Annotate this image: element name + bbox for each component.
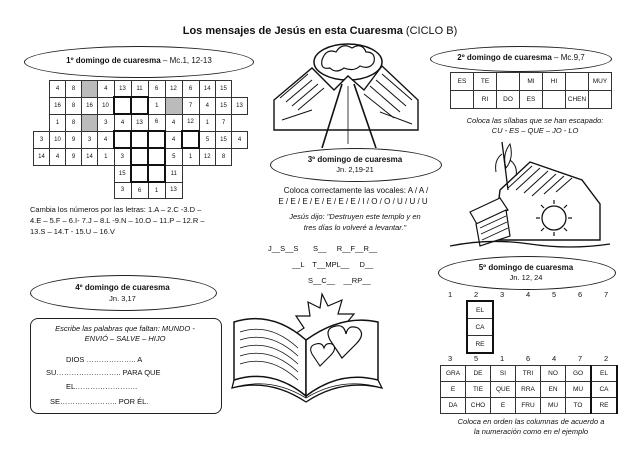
syllable-cell: RRA	[516, 382, 541, 398]
s4-instr-2: ENVIÓ – SALVE – HIJO	[84, 334, 166, 343]
grid-cell	[82, 182, 98, 199]
grid-cell: 3	[82, 131, 98, 148]
column-number: 6	[526, 354, 531, 363]
grid-cell	[34, 97, 50, 114]
grid-cell	[199, 165, 216, 182]
s2-heading: 2º domingo de cuaresma – Mc.9,7	[457, 53, 585, 62]
grid-cell: 3	[114, 182, 131, 199]
syllable-cell: QUE	[491, 382, 516, 398]
grid-cell: 6	[148, 114, 165, 131]
column-number: 2	[604, 354, 609, 363]
s4-instr-1: Escribe las palabras que faltan: MUNDO -	[55, 324, 195, 333]
grid-cell	[114, 131, 131, 148]
grid-cell	[131, 148, 148, 165]
s4-line-1: DIOS ……………….. A	[66, 355, 143, 364]
syllable-cell	[589, 91, 612, 109]
open-book-heart-illustration	[226, 292, 394, 404]
grid-cell: 8	[66, 81, 82, 98]
grid-cell: 15	[216, 97, 232, 114]
column-number: 7	[578, 354, 583, 363]
grid-cell	[131, 131, 148, 148]
grid-cell: 15	[114, 165, 131, 182]
grid-cell	[66, 165, 82, 182]
syllable-cell: E	[491, 398, 516, 414]
grid-cell: 3	[114, 148, 131, 165]
syllable-cell: TIE	[466, 382, 491, 398]
grid-cell: 4	[165, 114, 182, 131]
syllable-cell	[566, 73, 589, 91]
s2-note-1: Coloca las sílabas que se han escapado:	[466, 116, 604, 125]
grid-cell: 6	[182, 81, 199, 98]
grid-cell	[114, 97, 131, 114]
grid-cell	[131, 165, 148, 182]
grid-cell	[232, 165, 248, 182]
s3-quote-2: tres días lo volveré a levantar."	[303, 223, 407, 232]
column-number: 2	[474, 290, 479, 299]
column-number: 7	[604, 290, 609, 299]
grid-cell: 10	[50, 131, 66, 148]
grid-cell: 1	[182, 148, 199, 165]
syllable-cell	[497, 73, 520, 91]
grid-cell: 8	[66, 97, 82, 114]
page-title	[0, 25, 640, 37]
syllable-cell: CHEN	[566, 91, 589, 109]
s1-legend-1: Cambia los números por las letras: 1.A – 2.C -3.D –	[30, 205, 202, 214]
syllable-cell: DO	[497, 91, 520, 109]
syllable-cell: MUY	[589, 73, 612, 91]
grid-cell	[216, 165, 232, 182]
column-number: 5	[552, 290, 557, 299]
syllable-cell	[543, 91, 566, 109]
grid-cell	[232, 148, 248, 165]
grid-cell: 11	[165, 165, 182, 182]
grid-cell: 6	[131, 182, 148, 199]
s5-bottom-numbers	[440, 354, 622, 364]
grid-cell	[82, 81, 98, 98]
grid-cell: 13	[232, 97, 248, 114]
grid-cell	[232, 182, 248, 199]
column-number: 5	[474, 354, 479, 363]
syllable-cell: ES	[451, 73, 474, 91]
syllable-cell: HI	[543, 73, 566, 91]
s2-syllable-grid	[450, 72, 612, 109]
grid-cell: 14	[199, 81, 216, 98]
grid-cell: 16	[50, 97, 66, 114]
grid-cell	[82, 165, 98, 182]
column-number: 1	[448, 290, 453, 299]
grid-cell	[50, 182, 66, 199]
example-cell: RE	[467, 336, 493, 354]
example-cell: CA	[467, 319, 493, 336]
syllable-cell: GRA	[441, 366, 466, 382]
grid-cell	[131, 97, 148, 114]
grid-cell: 3	[34, 131, 50, 148]
grid-cell: 4	[98, 81, 115, 98]
grid-cell	[165, 97, 182, 114]
column-number: 3	[500, 290, 505, 299]
grid-cell	[148, 165, 165, 182]
grid-cell	[182, 165, 199, 182]
grid-cell	[182, 131, 199, 148]
grid-cell	[182, 182, 199, 199]
s3-quote-1: Jesús dijo: "Destruyen este templo y en	[289, 212, 421, 221]
grid-cell	[148, 131, 165, 148]
s4-line-3: EL…………………….	[66, 382, 138, 391]
grid-cell: 1	[50, 114, 66, 131]
syllable-cell: TE	[474, 73, 497, 91]
s2-note-2: CU - ES – QUE – JO - LO	[491, 126, 579, 135]
grid-cell: 1	[199, 114, 216, 131]
grid-cell: 9	[66, 131, 82, 148]
s1-legend-3: 13.S – 14.T - 15.U – 16.V	[30, 227, 115, 236]
s5-example-column	[466, 300, 494, 354]
syllable-cell: MI	[520, 73, 543, 91]
grid-cell: 14	[82, 148, 98, 165]
s3-ref: Jn. 2,19-21	[336, 165, 374, 174]
grid-cell: 1	[98, 148, 115, 165]
syllable-cell: MU	[566, 382, 592, 398]
syllable-cell	[451, 91, 474, 109]
s5-heading: 5º domingo de cuaresma	[478, 263, 574, 272]
syllable-cell: NO	[541, 366, 566, 382]
column-number: 4	[526, 290, 531, 299]
grid-cell: 13	[114, 81, 131, 98]
s3-vowels-1: Coloca correctamente las vocales: A / A /	[283, 186, 429, 195]
grid-cell: 6	[148, 81, 165, 98]
title-sub: (CICLO B)	[405, 25, 458, 37]
syllable-cell: TO	[566, 398, 592, 414]
column-number: 1	[500, 354, 505, 363]
grid-cell	[98, 182, 115, 199]
grid-cell	[82, 114, 98, 131]
syllable-cell: GO	[566, 366, 592, 382]
syllable-cell: CHO	[466, 398, 491, 414]
syllable-cell: E	[441, 382, 466, 398]
s5-note-1: Coloca en orden las columnas de acuerdo a	[457, 417, 605, 426]
syllable-cell: DE	[466, 366, 491, 382]
s1-number-grid	[33, 80, 248, 199]
syllable-cell: DA	[441, 398, 466, 414]
grid-cell	[232, 81, 248, 98]
grid-cell: 13	[131, 114, 148, 131]
grid-cell	[199, 182, 216, 199]
grid-cell	[216, 182, 232, 199]
grid-cell: 5	[165, 148, 182, 165]
grid-cell	[34, 182, 50, 199]
s4-heading: 4º domingo de cuaresma	[75, 283, 170, 292]
grid-cell: 12	[165, 81, 182, 98]
s3-heading: 3º domingo de cuaresma	[307, 155, 403, 164]
syllable-cell: SI	[491, 366, 516, 382]
syllable-cell: FRU	[516, 398, 541, 414]
s1-legend-2: 4.E – 5.F – 6.I- 7.J – 8.L -9.N – 10.O – 11.P – 12.R –	[30, 216, 205, 225]
grid-cell: 11	[131, 81, 148, 98]
s5-ref: Jn. 12, 24	[509, 273, 543, 282]
s3-vowels-2: E / E / E / E / E / E / E / I / O / O / U / U / U	[278, 197, 428, 206]
grid-cell: 16	[82, 97, 98, 114]
grid-cell	[34, 165, 50, 182]
s4-heading-oval	[30, 275, 217, 311]
grid-cell: 1	[148, 182, 165, 199]
grid-cell: 4	[232, 131, 248, 148]
grid-cell: 4	[98, 131, 115, 148]
syllable-cell: EN	[541, 382, 566, 398]
grid-cell: 12	[182, 114, 199, 131]
grid-cell: 15	[216, 131, 232, 148]
syllable-cell: EL	[591, 366, 617, 382]
grid-cell	[148, 148, 165, 165]
s4-line-2: SU…………………….. PARA QUE	[46, 368, 161, 377]
column-number: 6	[578, 290, 583, 299]
title-main: Los mensajes de Jesús en esta Cuaresma	[182, 25, 403, 37]
grid-cell: 1	[148, 97, 165, 114]
syllable-cell: RI	[474, 91, 497, 109]
s5-syllable-grid	[440, 365, 618, 414]
grid-cell	[34, 114, 50, 131]
s5-note-2: la numeración como en el ejemplo	[473, 427, 589, 436]
grid-cell: 8	[66, 114, 82, 131]
column-number: 3	[448, 354, 453, 363]
grid-cell: 14	[34, 148, 50, 165]
syllable-cell: CA	[591, 382, 617, 398]
s4-ref: Jn. 3,17	[109, 294, 136, 303]
s1-heading: 1º domingo de cuaresma – Mc.1, 12-13	[66, 56, 212, 65]
grid-cell: 13	[165, 182, 182, 199]
grid-cell	[232, 114, 248, 131]
syllable-cell: MU	[541, 398, 566, 414]
grid-cell: 3	[98, 114, 115, 131]
grid-cell: 15	[216, 81, 232, 98]
s3-blank-1: J__S__S S__ R__F__R__	[268, 244, 378, 253]
grid-cell: 4	[50, 148, 66, 165]
grid-cell	[34, 81, 50, 98]
s3-blank-3: S__C__ __RP__	[308, 276, 371, 285]
syllable-cell: RE	[591, 398, 617, 414]
syllable-cell: ES	[520, 91, 543, 109]
grid-cell	[66, 182, 82, 199]
grid-cell: 7	[182, 97, 199, 114]
grid-cell: 7	[216, 114, 232, 131]
temple-wheat-illustration	[450, 140, 612, 254]
column-number: 4	[552, 354, 557, 363]
s3-blank-2: __L T__MPL__ D__	[292, 260, 374, 269]
grid-cell: 10	[98, 97, 115, 114]
grid-cell: 4	[199, 97, 216, 114]
grid-cell	[50, 165, 66, 182]
grid-cell: 8	[216, 148, 232, 165]
grid-cell: 4	[165, 131, 182, 148]
grid-cell	[98, 165, 115, 182]
mountain-road-illustration	[272, 40, 420, 148]
s4-line-4: SE………………….. POR ÉL.	[50, 397, 149, 406]
s5-top-numbers	[440, 290, 622, 300]
grid-cell: 4	[50, 81, 66, 98]
grid-cell: 12	[199, 148, 216, 165]
grid-cell: 5	[199, 131, 216, 148]
syllable-cell: TRI	[516, 366, 541, 382]
grid-cell: 4	[114, 114, 131, 131]
grid-cell: 9	[66, 148, 82, 165]
example-cell: EL	[467, 301, 493, 319]
